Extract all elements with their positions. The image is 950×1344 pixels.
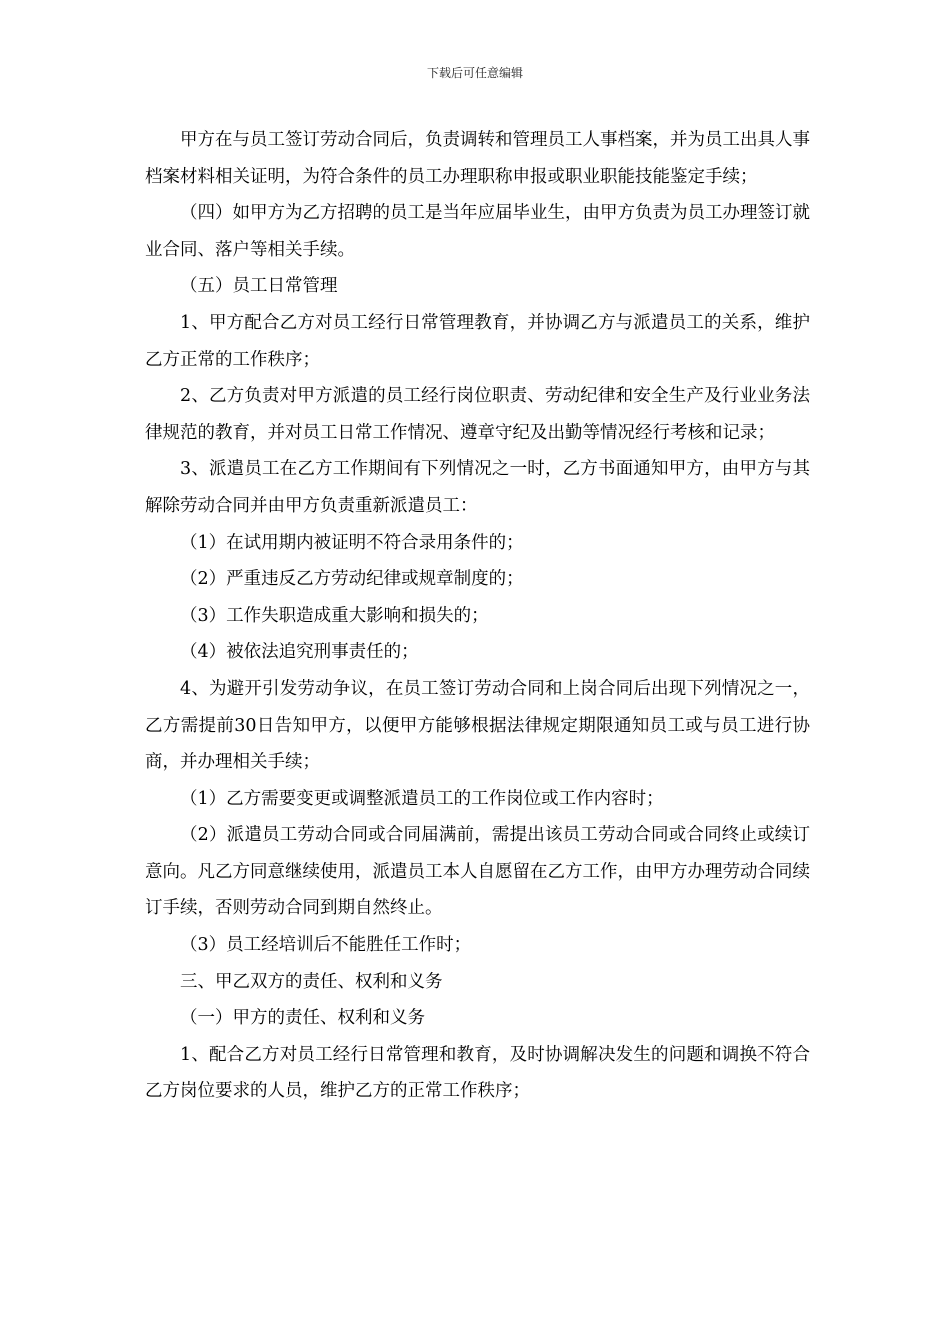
list-item: （3）工作失职造成重大影响和损失的；: [180, 605, 489, 626]
list-item: （2）严重违反乙方劳动纪律或规章制度的；: [180, 569, 524, 590]
list-item: （1）在试用期内被证明不符合录用条件的；: [180, 532, 524, 553]
section-heading: 三、甲乙双方的责任、权利和义务: [180, 971, 443, 992]
paragraph: 3、派遣员工在乙方工作期间有下列情况之一时，乙方书面通知甲方，由甲方与其解除劳动合同并由甲方负责重新派遣员工：: [145, 459, 810, 516]
subsection-heading: （一）甲方的责任、权利和义务: [180, 1008, 425, 1029]
list-item: （4）被依法追究刑事责任的；: [180, 642, 419, 663]
paragraph: 4、为避开引发劳动争议，在员工签订劳动合同和上岗合同后出现下列情况之一，乙方需提前30日告知甲方，以便甲方能够根据法律规定期限通知员工或与员工进行协商，并办理相关手续；: [145, 678, 810, 773]
paragraph: 甲方在与员工签订劳动合同后，负责调转和管理员工人事档案，并为员工出具人事档案材料相关证明，为符合条件的员工办理职称申报或职业职能技能鉴定手续；: [145, 130, 810, 187]
list-item: （1）乙方需要变更或调整派遣员工的工作岗位或工作内容时；: [180, 788, 664, 809]
list-item: （3）员工经培训后不能胜任工作时；: [180, 935, 472, 956]
document-body: [145, 122, 810, 1110]
list-item: （2）派遣员工劳动合同或合同届满前，需提出该员工劳动合同或合同终止或续订意向。凡乙方同意继续使用，派遣员工本人自愿留在乙方工作，由甲方办理劳动合同续订手续，否则劳动合同到期自然终止。: [145, 825, 810, 919]
section-heading: （五）员工日常管理: [180, 276, 338, 297]
paragraph: 2、乙方负责对甲方派遣的员工经行岗位职责、劳动纪律和安全生产及行业业务法律规范的教育，并对员工日常工作情况、遵章守纪及出勤等情况经行考核和记录；: [145, 386, 810, 443]
paragraph: 1、甲方配合乙方对员工经行日常管理教育，并协调乙方与派遣员工的关系，维护乙方正常的工作秩序；: [145, 312, 810, 370]
paragraph: 1、配合乙方对员工经行日常管理和教育，及时协调解决发生的问题和调换不符合乙方岗位要求的人员，维护乙方的正常工作秩序；: [145, 1044, 810, 1102]
paragraph: （四）如甲方为乙方招聘的员工是当年应届毕业生，由甲方负责为员工办理签订就业合同、落户等相关手续。: [145, 203, 810, 260]
page-header: 下载后可任意编辑: [426, 66, 523, 80]
